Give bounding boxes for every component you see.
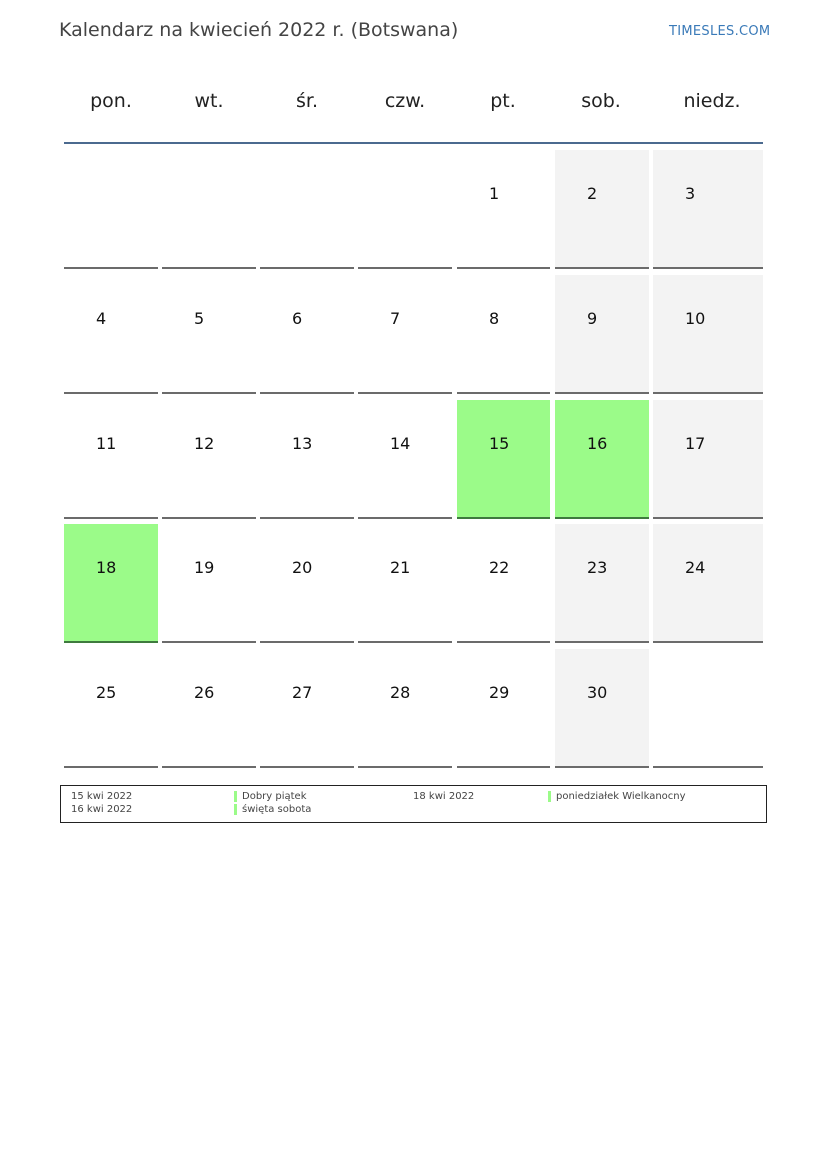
- calendar-day-cell[interactable]: [555, 275, 649, 394]
- calendar-day-cell[interactable]: [64, 649, 158, 768]
- calendar-day-cell[interactable]: [162, 275, 256, 394]
- header-divider: [64, 142, 763, 144]
- calendar-day-cell[interactable]: [457, 649, 550, 768]
- day-number: 11: [96, 434, 117, 453]
- legend-holiday-name: święta sobota: [242, 804, 312, 815]
- day-number: 15: [489, 434, 510, 453]
- calendar-cell-empty: [260, 150, 354, 269]
- day-number: 12: [194, 434, 215, 453]
- weekday-header: [64, 90, 763, 120]
- legend-date: 15 kwi 2022: [71, 791, 133, 802]
- calendar-day-cell[interactable]: [457, 400, 550, 519]
- calendar-cell-empty: [358, 150, 452, 269]
- page-title: Kalendarz na kwiecień 2022 r. (Botswana): [59, 19, 459, 41]
- day-number: 6: [292, 309, 303, 328]
- calendar-day-cell[interactable]: [162, 649, 256, 768]
- day-number: 8: [489, 309, 500, 328]
- calendar-day-cell[interactable]: [358, 524, 452, 643]
- day-number: 28: [390, 683, 411, 702]
- weekday-label-mon: pon.: [90, 90, 132, 112]
- holiday-legend: [60, 785, 767, 823]
- day-number: 17: [685, 434, 706, 453]
- calendar-day-cell[interactable]: [555, 150, 649, 269]
- calendar-day-cell[interactable]: [64, 524, 158, 643]
- day-number: 5: [194, 309, 205, 328]
- weekday-label-sat: sob.: [581, 90, 621, 112]
- weekday-label-tue: wt.: [194, 90, 224, 112]
- calendar-day-cell[interactable]: [457, 275, 550, 394]
- day-number: 3: [685, 184, 696, 203]
- calendar-day-cell[interactable]: [358, 649, 452, 768]
- day-number: 24: [685, 558, 706, 577]
- day-number: 13: [292, 434, 313, 453]
- day-number: 27: [292, 683, 313, 702]
- calendar-cell-empty: [653, 649, 763, 768]
- legend-date: 18 kwi 2022: [413, 791, 475, 802]
- day-number: 16: [587, 434, 608, 453]
- calendar-day-cell[interactable]: [555, 400, 649, 519]
- calendar-day-cell[interactable]: [653, 150, 763, 269]
- calendar-day-cell[interactable]: [162, 400, 256, 519]
- calendar-day-cell[interactable]: [653, 524, 763, 643]
- day-number: 22: [489, 558, 510, 577]
- day-number: 2: [587, 184, 598, 203]
- day-number: 19: [194, 558, 215, 577]
- day-number: 18: [96, 558, 117, 577]
- day-number: 1: [489, 184, 500, 203]
- day-number: 10: [685, 309, 706, 328]
- day-number: 26: [194, 683, 215, 702]
- day-number: 23: [587, 558, 608, 577]
- calendar-day-cell[interactable]: [162, 524, 256, 643]
- calendar-day-cell[interactable]: [555, 524, 649, 643]
- calendar-day-cell[interactable]: [260, 275, 354, 394]
- legend-color-swatch: [548, 791, 551, 802]
- day-number: 25: [96, 683, 117, 702]
- weekday-label-thu: czw.: [384, 90, 426, 112]
- day-number: 30: [587, 683, 608, 702]
- calendar-cell-empty: [64, 150, 158, 269]
- weekday-label-fri: pt.: [490, 90, 516, 112]
- legend-holiday-name: Dobry piątek: [242, 791, 307, 802]
- calendar-day-cell[interactable]: [64, 400, 158, 519]
- day-number: 9: [587, 309, 598, 328]
- calendar-day-cell[interactable]: [64, 275, 158, 394]
- calendar-day-cell[interactable]: [457, 150, 550, 269]
- day-number: 29: [489, 683, 510, 702]
- calendar-day-cell[interactable]: [358, 400, 452, 519]
- calendar-day-cell[interactable]: [358, 275, 452, 394]
- day-number: 21: [390, 558, 411, 577]
- legend-color-swatch: [234, 804, 237, 815]
- day-number: 4: [96, 309, 107, 328]
- day-number: 7: [390, 309, 401, 328]
- calendar-day-cell[interactable]: [260, 400, 354, 519]
- brand-link[interactable]: TIMESLES.COM: [669, 24, 771, 39]
- day-number: 14: [390, 434, 411, 453]
- legend-holiday-name: poniedziałek Wielkanocny: [556, 791, 686, 802]
- calendar-day-cell[interactable]: [653, 400, 763, 519]
- calendar-cell-empty: [162, 150, 256, 269]
- calendar-day-cell[interactable]: [653, 275, 763, 394]
- calendar-day-cell[interactable]: [260, 649, 354, 768]
- legend-date: 16 kwi 2022: [71, 804, 133, 815]
- weekday-label-sun: niedz.: [683, 90, 741, 112]
- calendar-day-cell[interactable]: [555, 649, 649, 768]
- calendar-day-cell[interactable]: [457, 524, 550, 643]
- weekday-label-wed: śr.: [295, 90, 318, 112]
- calendar-day-cell[interactable]: [260, 524, 354, 643]
- day-number: 20: [292, 558, 313, 577]
- legend-color-swatch: [234, 791, 237, 802]
